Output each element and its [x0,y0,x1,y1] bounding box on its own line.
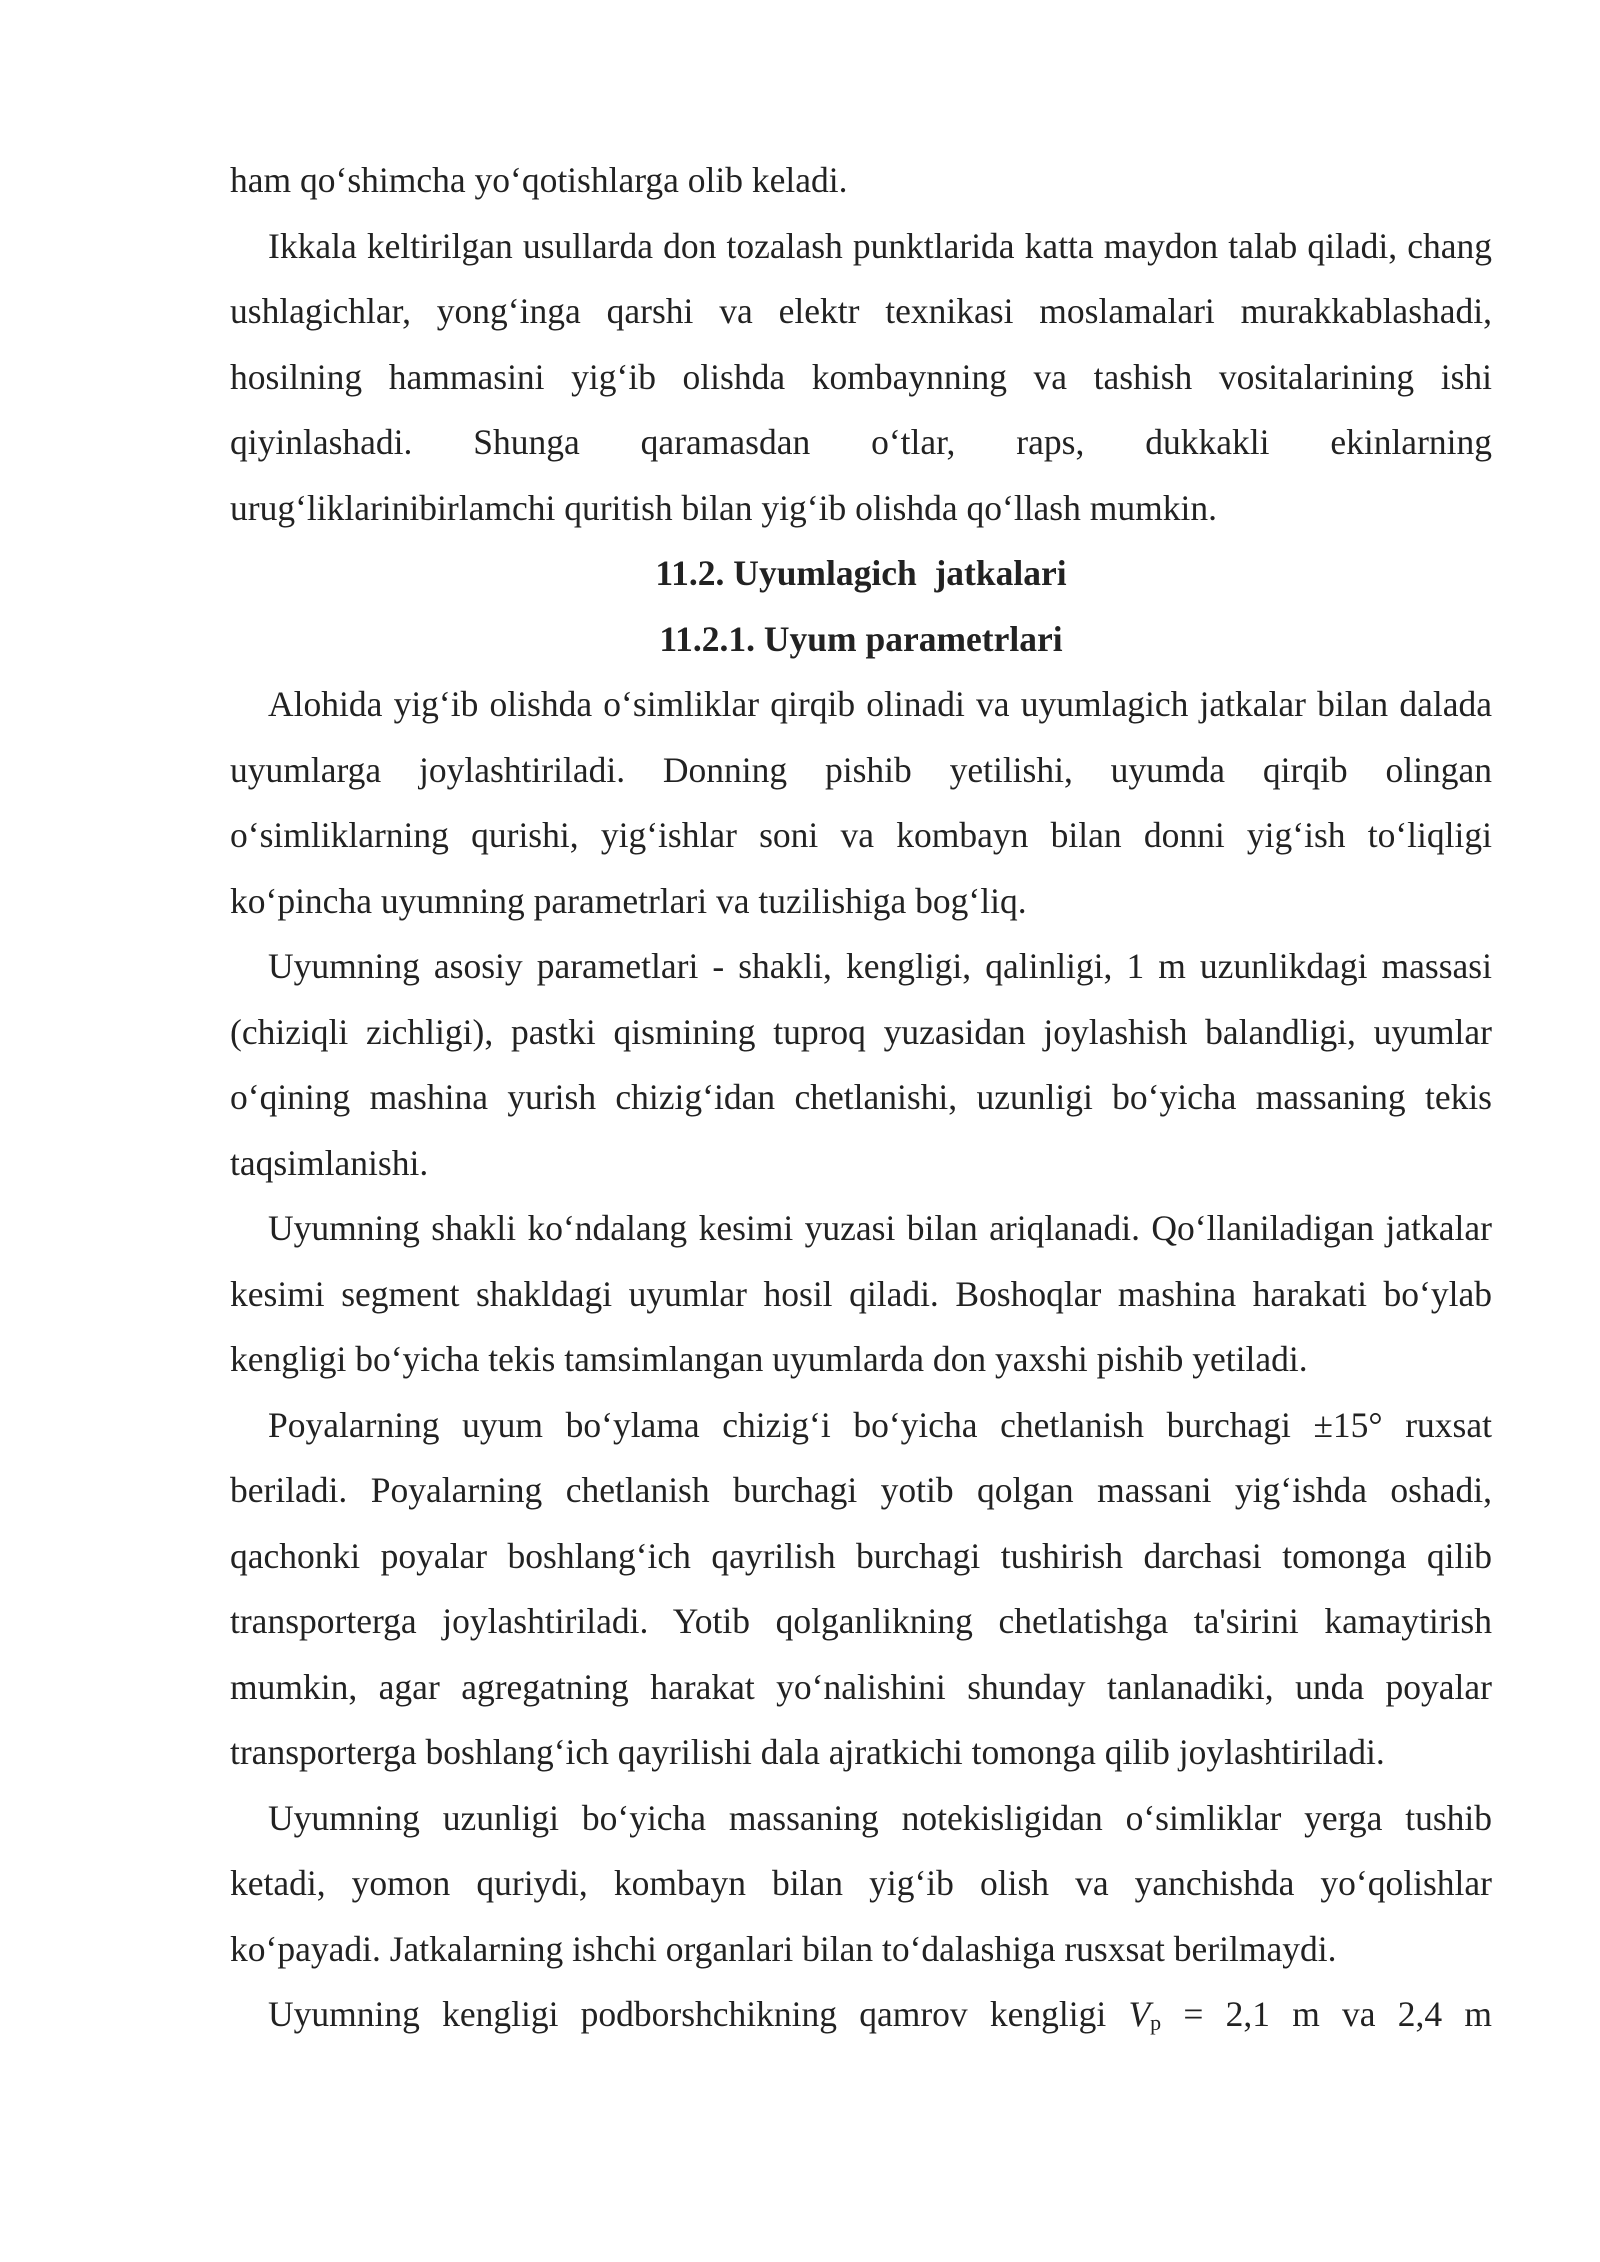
paragraph-continuation: ham qo‘shimcha yo‘qotishlarga olib keladi. [230,160,848,200]
subsection-heading: 11.2.1. Uyum parametrlari [659,618,1063,659]
pickup-width-symbol: V [1128,1994,1151,2034]
paragraph-grain-cleaning: Ikkala keltirilgan usullarda don tozalash punktlarida katta maydon talab qiladi, chang ushlagichlar, yong‘inga qarshi va elektr texnikasi moslamalari murakkablashadi, hosilning hammasini yig‘ib olishda kombaynning va tashish vositalarining ishi qiyinlashadi. Shunga qaramasdan o‘tlar, raps, dukkakli ekinlarning urug‘liklarinibirlamchi quritish bilan yig‘ib olishda qo‘llash mumkin. [230,225,1492,528]
section-heading: 11.2. Uyumlagich jatkalari [655,553,1067,593]
paragraph-swath-parameters: Uyumning asosiy parametlari - shakli, kengligi, qalinligi, 1 m uzunlikdagi massasi (chiziqli zichligi), pastki qismining tuproq yuzasidan joylashish balandligi, uyumlar o‘qining mashina yurish chizig‘idan chetlanishi, uzunligi bo‘yicha massaning tekis taqsimlanishi. [230,946,1492,1183]
paragraph-separate-harvesting: Alohida yig‘ib olishda o‘simliklar qirqib olinadi va uyumlagich jatkalar bilan dalada uyumlarga joylashtiriladi. Donning pishib yetilishi, uyumda qirqib olingan o‘simliklarning qurishi, yig‘ishlar soni va kombayn bilan donni yig‘ish to‘liqligi ko‘pincha uyumning parametrlari va tuzilishiga bog‘liq. [230,684,1492,921]
swath-width-values: = 2,1 m va 2,4 m [1161,1994,1492,2034]
paragraph-swath-shape: Uyumning shakli ko‘ndalang kesimi yuzasi bilan ariqlanadi. Qo‘llaniladigan jatkalar kesimi segment shakldagi uyumlar hosil qiladi. Boshoqlar mashina harakati bo‘ylab kengligi bo‘yicha tekis tamsimlangan uyumlarda don yaxshi pishib yetiladi. [230,1208,1492,1379]
swath-width-text: Uyumning kengligi podborshchikning qamrov kengligi [268,1994,1129,2034]
paragraph-mass-unevenness: Uyumning uzunligi bo‘yicha massaning notekisligidan o‘simliklar yerga tushib ketadi, yomon quriydi, kombayn bilan yig‘ib olish va yanchishda yo‘qolishlar ko‘payadi. Jatkalarning ishchi organlari bilan to‘dalashiga rusxsat berilmaydi. [230,1797,1492,1969]
paragraph-swath-width [230,1982,1492,2056]
document-page [230,148,1492,2056]
paragraph-stem-deviation: Poyalarning uyum bo‘ylama chizig‘i bo‘yicha chetlanish burchagi ±15° ruxsat beriladi. Poyalarning chetlanish burchagi yotib qolgan massani yig‘ishda oshadi, qachonki poyalar boshlang‘ich qayrilish burchagi tushirish darchasi tomonga qilib transporterga joylashtiriladi. Yotib qolganlikning chetlatishga ta'sirini kamaytirish mumkin, agar agregatning harakat yo‘nalishini shunday tanlanadiki, unda poyalar transporterga boshlang‘ich qayrilishi dala ajratkichi tomonga qilib joylashtiriladi. [230,1404,1492,1772]
pickup-width-subscript: p [1150,2010,1162,2035]
